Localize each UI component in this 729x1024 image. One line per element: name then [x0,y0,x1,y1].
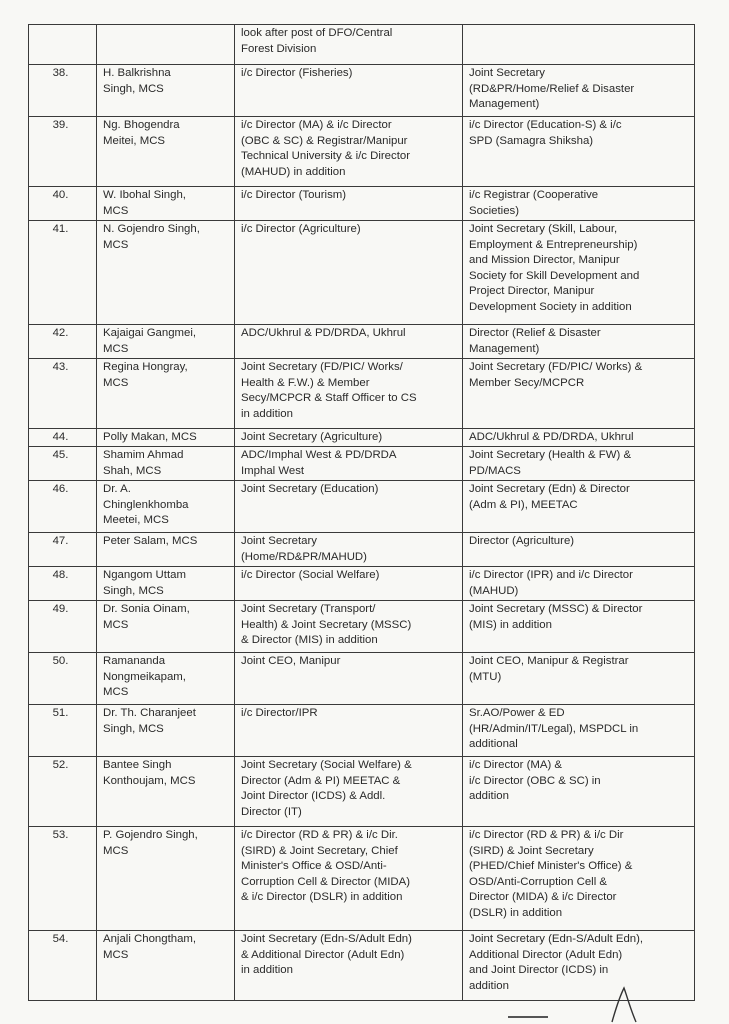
new-posting-cell: Director (Relief & Disaster Management) [463,325,695,359]
serial-number-cell: 52. [29,757,97,827]
table-row [29,827,695,931]
table-row [29,117,695,187]
table-row [29,325,695,359]
present-posting-cell: Joint Secretary (Social Welfare) & Director (Adm & PI) MEETAC & Joint Director (ICDS) & Addl. Director (IT) [235,757,463,827]
serial-number-cell: 51. [29,705,97,757]
officer-name-cell: P. Gojendro Singh, MCS [97,827,235,931]
present-posting-cell: Joint Secretary (Education) [235,481,463,533]
serial-number-cell: 54. [29,931,97,1001]
officer-name-cell: Dr. Th. Charanjeet Singh, MCS [97,705,235,757]
officer-name-cell: Shamim Ahmad Shah, MCS [97,447,235,481]
serial-number-cell: 40. [29,187,97,221]
serial-number-cell: 39. [29,117,97,187]
present-posting-cell: i/c Director (RD & PR) & i/c Dir. (SIRD) & Joint Secretary, Chief Minister's Office & OSD/Anti- Corruption Cell & Director (MIDA) & i/c Director (DSLR) in addition [235,827,463,931]
transfer-posting-table [28,24,695,1001]
table-row [29,931,695,1001]
table-row [29,653,695,705]
table-row [29,65,695,117]
officer-name-cell: Bantee Singh Konthoujam, MCS [97,757,235,827]
new-posting-cell: Joint Secretary (Edn) & Director (Adm & PI), MEETAC [463,481,695,533]
serial-number-cell: 53. [29,827,97,931]
new-posting-cell: Joint CEO, Manipur & Registrar (MTU) [463,653,695,705]
table-row [29,757,695,827]
serial-number-cell: 38. [29,65,97,117]
new-posting-cell: i/c Director (Education-S) & i/c SPD (Samagra Shiksha) [463,117,695,187]
signature-mark [606,986,646,1024]
officer-name-cell: Ramananda Nongmeikapam, MCS [97,653,235,705]
table-row [29,601,695,653]
serial-number-cell: 42. [29,325,97,359]
officer-name-cell: Ngangom Uttam Singh, MCS [97,567,235,601]
serial-number-cell: 47. [29,533,97,567]
new-posting-cell: i/c Director (RD & PR) & i/c Dir (SIRD) & Joint Secretary (PHED/Chief Minister's Office) & OSD/Anti-Corruption Cell & Director (MIDA) & i/c Director (DSLR) in addition [463,827,695,931]
officer-name-cell: Anjali Chongtham, MCS [97,931,235,1001]
scan-mark [508,1016,548,1018]
serial-number-cell: 45. [29,447,97,481]
serial-number-cell: 46. [29,481,97,533]
present-posting-cell: i/c Director (Social Welfare) [235,567,463,601]
serial-number-cell: 41. [29,221,97,325]
serial-number-cell: 43. [29,359,97,429]
officer-name-cell: Ng. Bhogendra Meitei, MCS [97,117,235,187]
officer-name-cell: Regina Hongray, MCS [97,359,235,429]
serial-number-cell [29,25,97,65]
new-posting-cell: Sr.AO/Power & ED (HR/Admin/IT/Legal), MSPDCL in additional [463,705,695,757]
new-posting-cell: Joint Secretary (RD&PR/Home/Relief & Disaster Management) [463,65,695,117]
officer-name-cell [97,25,235,65]
present-posting-cell: i/c Director (Tourism) [235,187,463,221]
new-posting-cell: Joint Secretary (Skill, Labour, Employment & Entrepreneurship) and Mission Director, Manipur Society for Skill Development and Project Director, Manipur Development Society in addition [463,221,695,325]
officer-name-cell: Dr. A. Chinglenkhomba Meetei, MCS [97,481,235,533]
new-posting-cell: Joint Secretary (MSSC) & Director (MIS) in addition [463,601,695,653]
present-posting-cell: i/c Director (Agriculture) [235,221,463,325]
present-posting-cell: i/c Director (Fisheries) [235,65,463,117]
new-posting-cell: Joint Secretary (Health & FW) & PD/MACS [463,447,695,481]
present-posting-cell: i/c Director/IPR [235,705,463,757]
officer-name-cell: Kajaigai Gangmei, MCS [97,325,235,359]
present-posting-cell: Joint Secretary (Edn-S/Adult Edn) & Additional Director (Adult Edn) in addition [235,931,463,1001]
serial-number-cell: 49. [29,601,97,653]
present-posting-cell: Joint Secretary (Transport/ Health) & Joint Secretary (MSSC) & Director (MIS) in addition [235,601,463,653]
present-posting-cell: ADC/Ukhrul & PD/DRDA, Ukhrul [235,325,463,359]
table-row [29,429,695,447]
table-row [29,447,695,481]
new-posting-cell: Joint Secretary (Edn-S/Adult Edn), Additional Director (Adult Edn) and Joint Director (ICDS) in addition [463,931,695,1001]
serial-number-cell: 48. [29,567,97,601]
table-row [29,533,695,567]
serial-number-cell: 44. [29,429,97,447]
present-posting-cell: look after post of DFO/Central Forest Division [235,25,463,65]
new-posting-cell: i/c Registrar (Cooperative Societies) [463,187,695,221]
new-posting-cell: ADC/Ukhrul & PD/DRDA, Ukhrul [463,429,695,447]
present-posting-cell: ADC/Imphal West & PD/DRDA Imphal West [235,447,463,481]
officer-name-cell: Polly Makan, MCS [97,429,235,447]
present-posting-cell: Joint Secretary (Agriculture) [235,429,463,447]
serial-number-cell: 50. [29,653,97,705]
table-row [29,221,695,325]
officer-name-cell: H. Balkrishna Singh, MCS [97,65,235,117]
table-row [29,481,695,533]
present-posting-cell: i/c Director (MA) & i/c Director (OBC & SC) & Registrar/Manipur Technical University & i/c Director (MAHUD) in addition [235,117,463,187]
officer-name-cell: Peter Salam, MCS [97,533,235,567]
present-posting-cell: Joint Secretary (FD/PIC/ Works/ Health & F.W.) & Member Secy/MCPCR & Staff Officer to CS in addition [235,359,463,429]
new-posting-cell: i/c Director (IPR) and i/c Director (MAHUD) [463,567,695,601]
table-row [29,187,695,221]
table-row [29,567,695,601]
new-posting-cell: i/c Director (MA) & i/c Director (OBC & SC) in addition [463,757,695,827]
new-posting-cell: Director (Agriculture) [463,533,695,567]
new-posting-cell [463,25,695,65]
new-posting-cell: Joint Secretary (FD/PIC/ Works) & Member Secy/MCPCR [463,359,695,429]
table-row [29,359,695,429]
officer-name-cell: N. Gojendro Singh, MCS [97,221,235,325]
table-row [29,25,695,65]
officer-name-cell: Dr. Sonia Oinam, MCS [97,601,235,653]
present-posting-cell: Joint CEO, Manipur [235,653,463,705]
present-posting-cell: Joint Secretary (Home/RD&PR/MAHUD) [235,533,463,567]
officer-name-cell: W. Ibohal Singh, MCS [97,187,235,221]
table-row [29,705,695,757]
